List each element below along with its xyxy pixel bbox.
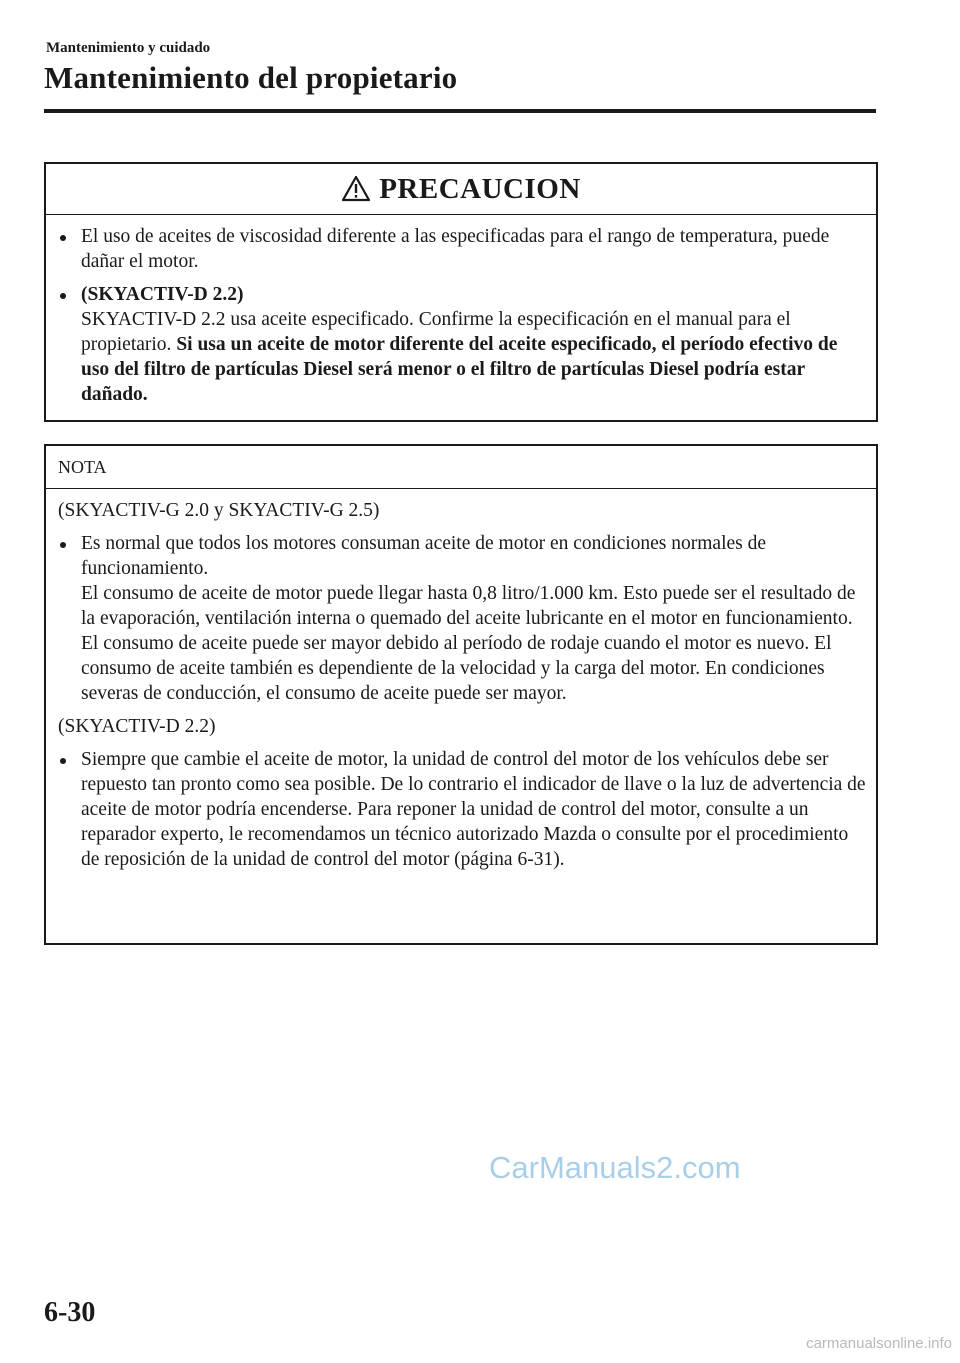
caution-title: PRECAUCION xyxy=(379,172,581,205)
bullet xyxy=(60,293,66,299)
caution-item-2-emphasis: Si usa un aceite de motor diferente del aceite especificado, el período efectivo de uso del filtro de partículas Diesel será menor o el filtro de partículas Diesel podría estar dañado. xyxy=(81,334,838,405)
page-title: Mantenimiento del propietario xyxy=(44,60,458,95)
caution-item-1 xyxy=(58,224,862,274)
warning-triangle-icon xyxy=(341,175,371,202)
note-box xyxy=(44,444,878,945)
caution-item-1-text: El uso de aceites de viscosidad diferente a las especificadas para el rango de temperatura, puede dañar el motor. xyxy=(81,226,830,272)
caution-item-2 xyxy=(58,282,862,407)
caution-item-2-text: SKYACTIV-D 2.2 usa aceite especificado. Confirme la especificación en el manual para el propietario. Si usa un aceite de motor diferente del aceite especificado, el período efectivo de uso del filtro de partículas Diesel será menor o el filtro de partículas Diesel podría estar dañado. xyxy=(81,309,838,405)
caution-body xyxy=(46,215,876,407)
caution-header xyxy=(46,164,876,215)
bullet xyxy=(60,758,66,764)
note-item-1-lead: Es normal que todos los motores consuman aceite de motor en condiciones normales de funcionamiento. xyxy=(81,533,767,579)
note-group-1-heading: (SKYACTIV-G 2.0 y SKYACTIV-G 2.5) xyxy=(58,500,380,521)
note-group-2-heading: (SKYACTIV-D 2.2) xyxy=(58,716,216,737)
note-item-1 xyxy=(58,531,868,706)
caution-box xyxy=(44,162,878,422)
section-label: Mantenimiento y cuidado xyxy=(46,40,211,56)
note-item-2-text: Siempre que cambie el aceite de motor, la unidad de control del motor de los vehículos debe ser repuesto tan pronto como sea posible. De lo contrario el indicador de llave o la luz de advertencia de aceite de motor podría encenderse. Para reponer la unidad de control del motor, consulte a un reparador experto, le recomendamos un técnico autorizado Mazda o consulte por el procedimiento de reposición de la unidad de control del motor (página 6-31). xyxy=(81,749,866,870)
caution-item-2-heading: (SKYACTIV-D 2.2) xyxy=(81,284,244,305)
note-item-1-text: El consumo de aceite de motor puede llegar hasta 0,8 litro/1.000 km. Esto puede ser el resultado de la evaporación, ventilación interna o quemado del aceite lubricante en el motor en funcionamiento. El consumo de aceite puede ser mayor debido al período de rodaje cuando el motor es nuevo. El consumo de aceite también es dependiente de la velocidad y la carga del motor. En condiciones severas de conducción, el consumo de aceite puede ser mayor. xyxy=(81,583,856,704)
note-title: NOTA xyxy=(58,456,107,477)
note-header xyxy=(46,446,876,489)
title-rule xyxy=(44,109,876,113)
bullet xyxy=(60,235,66,241)
watermark-logo: CarManuals2.com xyxy=(489,1150,741,1185)
note-item-2 xyxy=(58,747,868,872)
note-body xyxy=(46,489,876,872)
footer-site: carmanualsonline.info xyxy=(806,1335,952,1352)
page-number: 6-30 xyxy=(44,1297,96,1328)
bullet xyxy=(60,542,66,548)
